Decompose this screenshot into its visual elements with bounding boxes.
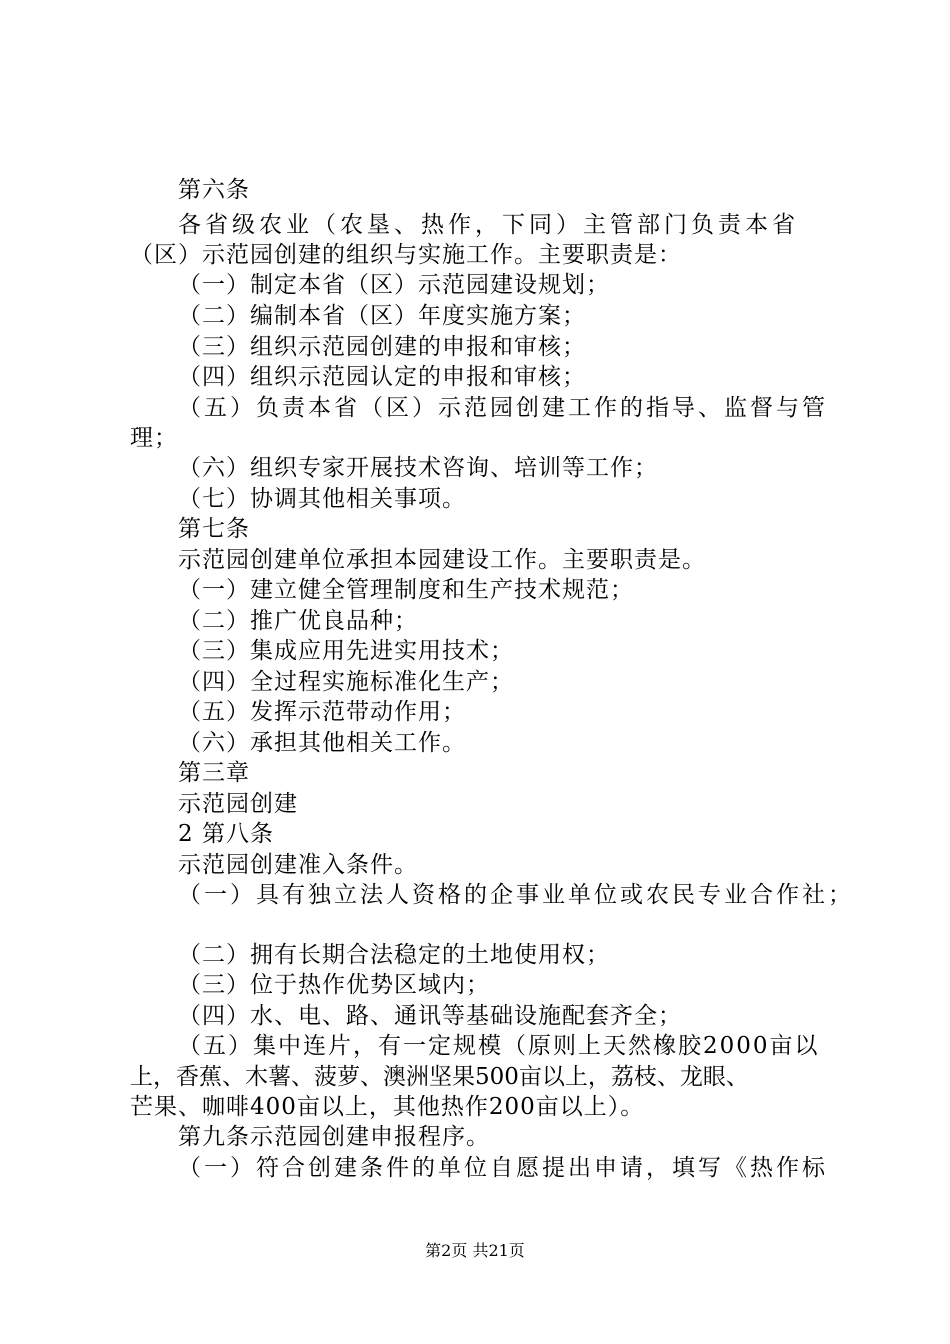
- text-line: （三）集成应用先进实用技术；: [178, 638, 514, 664]
- text-line: （六）承担其他相关工作。: [178, 730, 466, 756]
- text-line: （三）组织示范园创建的申报和审核；: [178, 334, 586, 360]
- text-line: 2 第八条: [178, 821, 274, 847]
- text-line: （区）示范园创建的组织与实施工作。主要职责是：: [130, 242, 682, 268]
- text-line: 第六条: [178, 177, 250, 203]
- text-line: （四）组织示范园认定的申报和审核；: [178, 364, 586, 390]
- text-line: 示范园创建单位承担本园建设工作。主要职责是。: [178, 547, 706, 573]
- text-line: （五）发挥示范带动作用；: [178, 699, 466, 725]
- text-line: （六）组织专家开展技术咨询、培训等工作；: [178, 455, 658, 481]
- text-line: （一）具有独立法人资格的企事业单位或农民专业合作社；: [178, 882, 854, 908]
- text-line: （二）编制本省（区）年度实施方案；: [178, 303, 586, 329]
- text-line: 理；: [130, 425, 178, 451]
- text-line: （二）推广优良品种；: [178, 608, 418, 634]
- text-line: （四）水、电、路、通讯等基础设施配套齐全；: [178, 1003, 682, 1029]
- text-line: （五）集中连片，有一定规模（原则上天然橡胶2000亩以: [178, 1033, 820, 1059]
- text-line: （三）位于热作优势区域内；: [178, 972, 490, 998]
- text-line: （七）协调其他相关事项。: [178, 486, 466, 512]
- text-line: 示范园创建准入条件。: [178, 852, 418, 878]
- page-number-footer: 第2页 共21页: [425, 1241, 525, 1260]
- text-line: （二）拥有长期合法稳定的土地使用权；: [178, 942, 610, 968]
- text-line: 第九条示范园创建申报程序。: [178, 1124, 490, 1150]
- text-line: （一）制定本省（区）示范园建设规划；: [178, 272, 610, 298]
- text-line: 示范园创建: [178, 791, 298, 817]
- text-line: 上，香蕉、木薯、菠萝、澳洲坚果500亩以上，荔枝、龙眼、: [130, 1064, 749, 1090]
- text-line: 第七条: [178, 516, 250, 542]
- text-line: （四）全过程实施标准化生产；: [178, 669, 514, 695]
- text-line: （一）建立健全管理制度和生产技术规范；: [178, 577, 634, 603]
- text-line: （一）符合创建条件的单位自愿提出申请，填写《热作标: [178, 1155, 828, 1181]
- text-line: （五）负责本省（区）示范园创建工作的指导、监督与管: [178, 395, 828, 421]
- text-line: 第三章: [178, 760, 250, 786]
- text-line: 芒果、咖啡400亩以上，其他热作200亩以上）。: [130, 1094, 645, 1120]
- text-line: 各省级农业（农垦、热作，下同）主管部门负责本省: [178, 212, 799, 238]
